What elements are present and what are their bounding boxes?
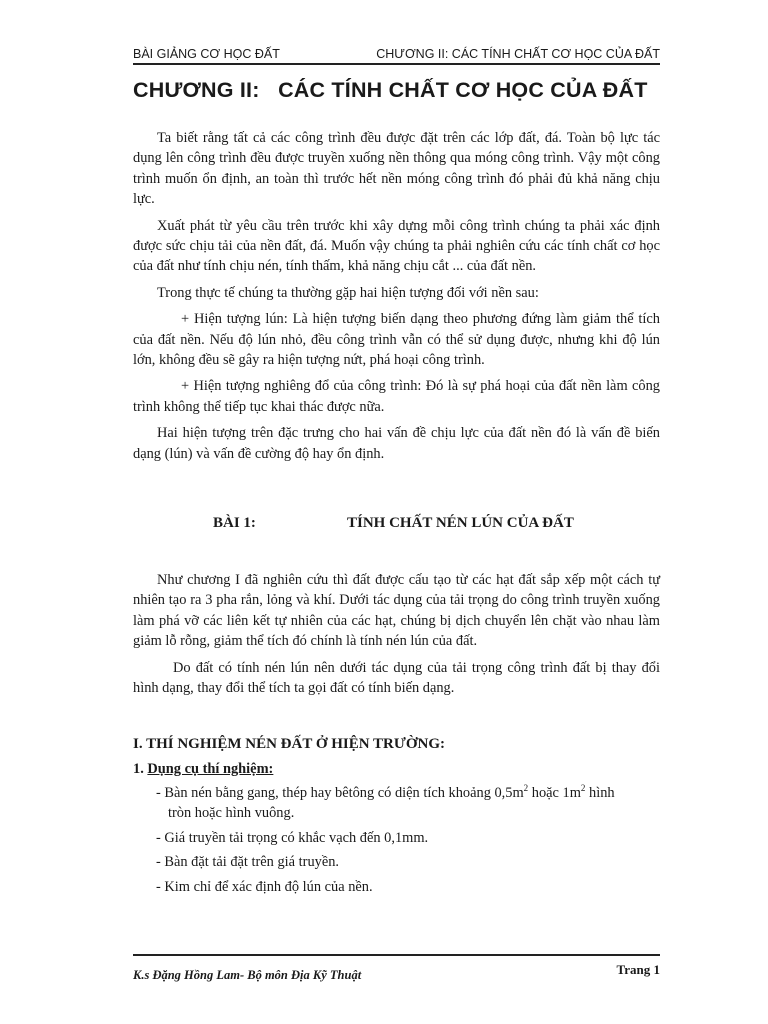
paragraph: Ta biết rằng tất cả các công trình đều được đặt trên các lớp đất, đá. Toàn bộ lực tác dụng lên công trình đều được truyền xuống nền thông qua móng công trình. Vậy một công trình muốn ổn định, an toàn thì trước hết nền móng công trình đó phải đủ khả năng chịu lực. [133, 130, 660, 208]
running-header [133, 40, 660, 65]
subsection-number: 1. [133, 761, 144, 777]
list-item: - Bàn đặt tải đặt trên giá truyền. [156, 854, 340, 871]
lesson-number: BÀI 1: [213, 515, 256, 531]
lesson-title: TÍNH CHẤT NÉN LÚN CỦA ĐẤT [347, 515, 574, 531]
section-heading: I. THÍ NGHIỆM NÉN ĐẤT Ở HIỆN TRƯỜNG: [133, 736, 445, 752]
chapter-title: CHƯƠNG II: CÁC TÍNH CHẤT CƠ HỌC CỦA ĐẤT [133, 78, 648, 102]
lesson-heading [213, 515, 653, 537]
header-course-title: BÀI GIẢNG CƠ HỌC ĐẤT [133, 47, 280, 61]
paragraph: Do đất có tính nén lún nên dưới tác dụng của tải trọng công trình đất bị thay đổi hình dạng, thay đổi thể tích ta gọi đất có tính biến dạng. [133, 659, 660, 697]
header-chapter-title: CHƯƠNG II: CÁC TÍNH CHẤT CƠ HỌC CỦA ĐẤT [376, 47, 660, 61]
paragraph: Hai hiện tượng trên đặc trưng cho hai vấn đề chịu lực của đất nền đó là vấn đề biến dạng (lún) và vấn đề cường độ hay ổn định. [133, 425, 660, 462]
intro-section [133, 128, 660, 470]
paragraph: Như chương I đã nghiên cứu thì đất được cấu tạo từ các hạt đất sắp xếp một cách tự nhiên tạo ra 3 pha rắn, lỏng và khí. Dưới tác dụng của tải trọng do công trình truyền xuống làm phá vỡ các liên kết tự nhiên của các hạt, chúng bị dịch chuyển lên chặt vào nhau làm giảm lỗ rỗng, giảm thể tích đó chính là tính nén lún của đất. [133, 572, 660, 650]
running-footer [133, 954, 660, 982]
paragraph: Xuất phát từ yêu cầu trên trước khi xây dựng mỗi công trình chúng ta phải xác định được sức chịu tải của nền đất, đá. Muốn vậy chúng ta phải nghiên cứu các tính chất cơ học của đất như tính chịu nén, tính thấm, khả năng chịu cắt ... của đất nền. [133, 217, 660, 275]
list-item: - Bàn nén bằng gang, thép hay bêtông có diện tích khoảng $0,5m^2$ hoặc $1m^2$ hình tròn hoặc hình vuông. [156, 783, 615, 822]
list-item: - Kim chỉ để xác định độ lún của nền. [156, 878, 373, 895]
paragraph: + Hiện tượng nghiêng đổ của công trình: Đó là sự phá hoại của đất nền làm công trình không thể tiếp tục khai thác được nữa. [133, 378, 660, 415]
list-item: - Giá truyền tải trọng có khắc vạch đến 0,1mm. [156, 829, 429, 846]
footer-author: K.s Đặng Hồng Lam- Bộ môn Địa Kỹ Thuật [133, 968, 362, 982]
subsection-title: Dụng cụ thí nghiệm: [147, 761, 274, 777]
page-number: Trang 1 [616, 962, 660, 977]
lesson-body [133, 570, 660, 704]
paragraph: + Hiện tượng lún: Là hiện tượng biến dạng theo phương đứng làm giảm thể tích của đất nền. Nếu độ lún nhỏ, đều công trình vẫn có thể sử dụng được, nhưng khi độ lún lớn, không đều sẽ gây ra hiện tượng nứt, phá hoại công trình. [133, 311, 660, 369]
subsection-heading [133, 761, 273, 778]
paragraph: Trong thực tế chúng ta thường gặp hai hiện tượng đối với nền sau: [157, 284, 539, 301]
equipment-list [156, 783, 660, 901]
